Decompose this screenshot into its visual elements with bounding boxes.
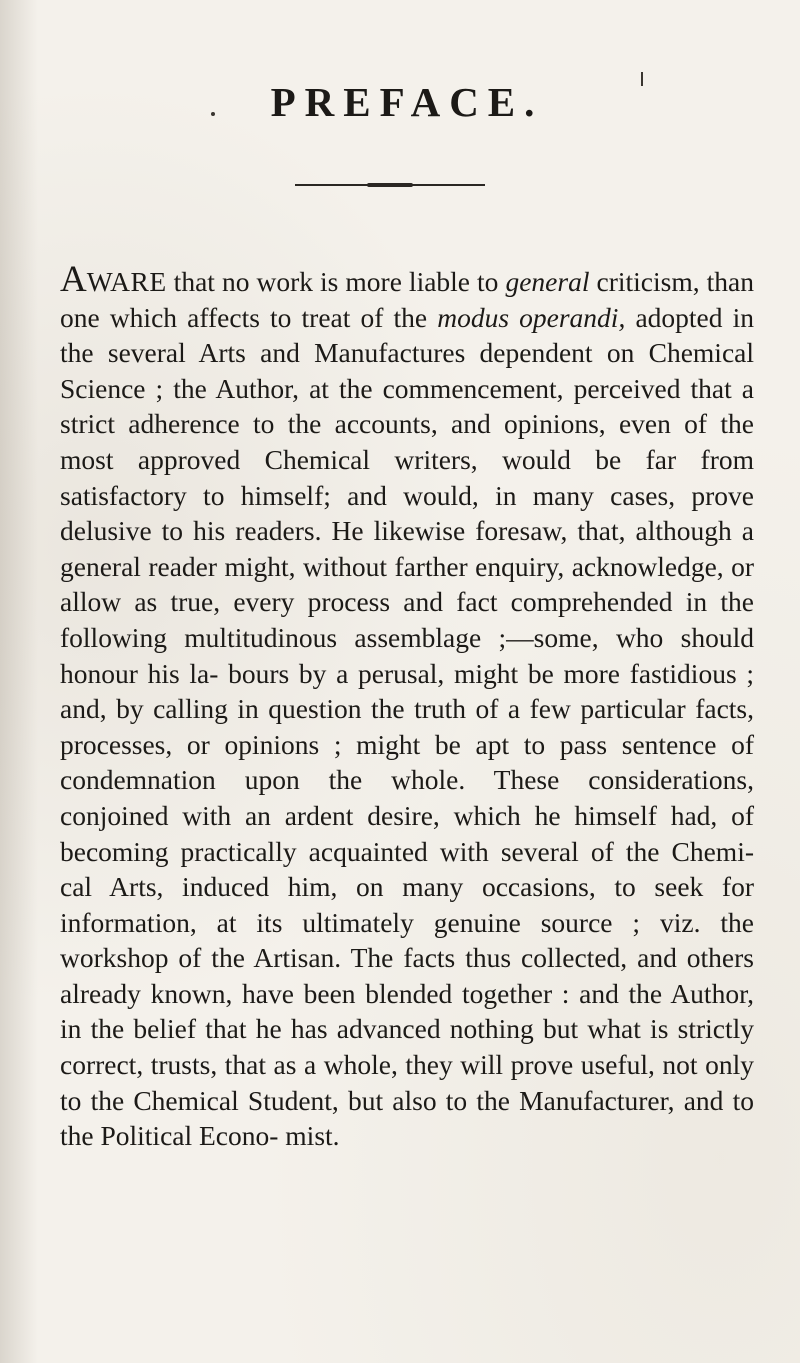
paragraph-text-2: criticism, than one which affects to treat of the <box>60 266 754 333</box>
page-heading: PREFACE. <box>270 79 544 125</box>
dropcap-letter: A <box>60 259 87 300</box>
paragraph-text-1: that no work is more liable to <box>166 266 506 297</box>
preface-paragraph <box>60 259 754 1154</box>
italic-modus-operandi: modus operandi, <box>437 301 626 333</box>
paragraph-text-3: adopted in the several Arts and Manufactures dependent on Chemical Science ; the Author, at the commencement, perceived that a strict adherence to the accounts, and opinions, even of the most approved Chemical writers, would be far from satisfactory to himself; and would, in many cases, prove delusive to his readers. He likewise foresaw, that, although a general reader might, without farther enquiry, acknowledge, or allow as true, every process and fact comprehended in the following multitudinous assemblage ;—some, who should honour his la- bours by a perusal, might be more fastidious ; and, by calling in question the truth of a few particular facts, processes, or opinions ; might be apt to pass sentence of condemnation upon the whole. These considerations, conjoined with an ardent desire, which he himself had, of becoming practically acquainted with several of the Chemi- cal Arts, induced him, on many occasions, to seek for information, at its ultimately genuine source ; viz. the workshop of the Artisan. The facts thus collected, and others already known, have been blended together : and the Author, in the belief that he has advanced nothing but what is strictly correct, trusts, that as a whole, they will prove useful, not only to the Chemical Student, but also to the Manufacturer, and to the Political Econo- mist. <box>60 301 754 1152</box>
gutter-shadow <box>0 0 38 1363</box>
ornamental-rule <box>295 184 485 186</box>
italic-general: general <box>505 266 590 297</box>
lead-word: WARE <box>86 266 167 297</box>
